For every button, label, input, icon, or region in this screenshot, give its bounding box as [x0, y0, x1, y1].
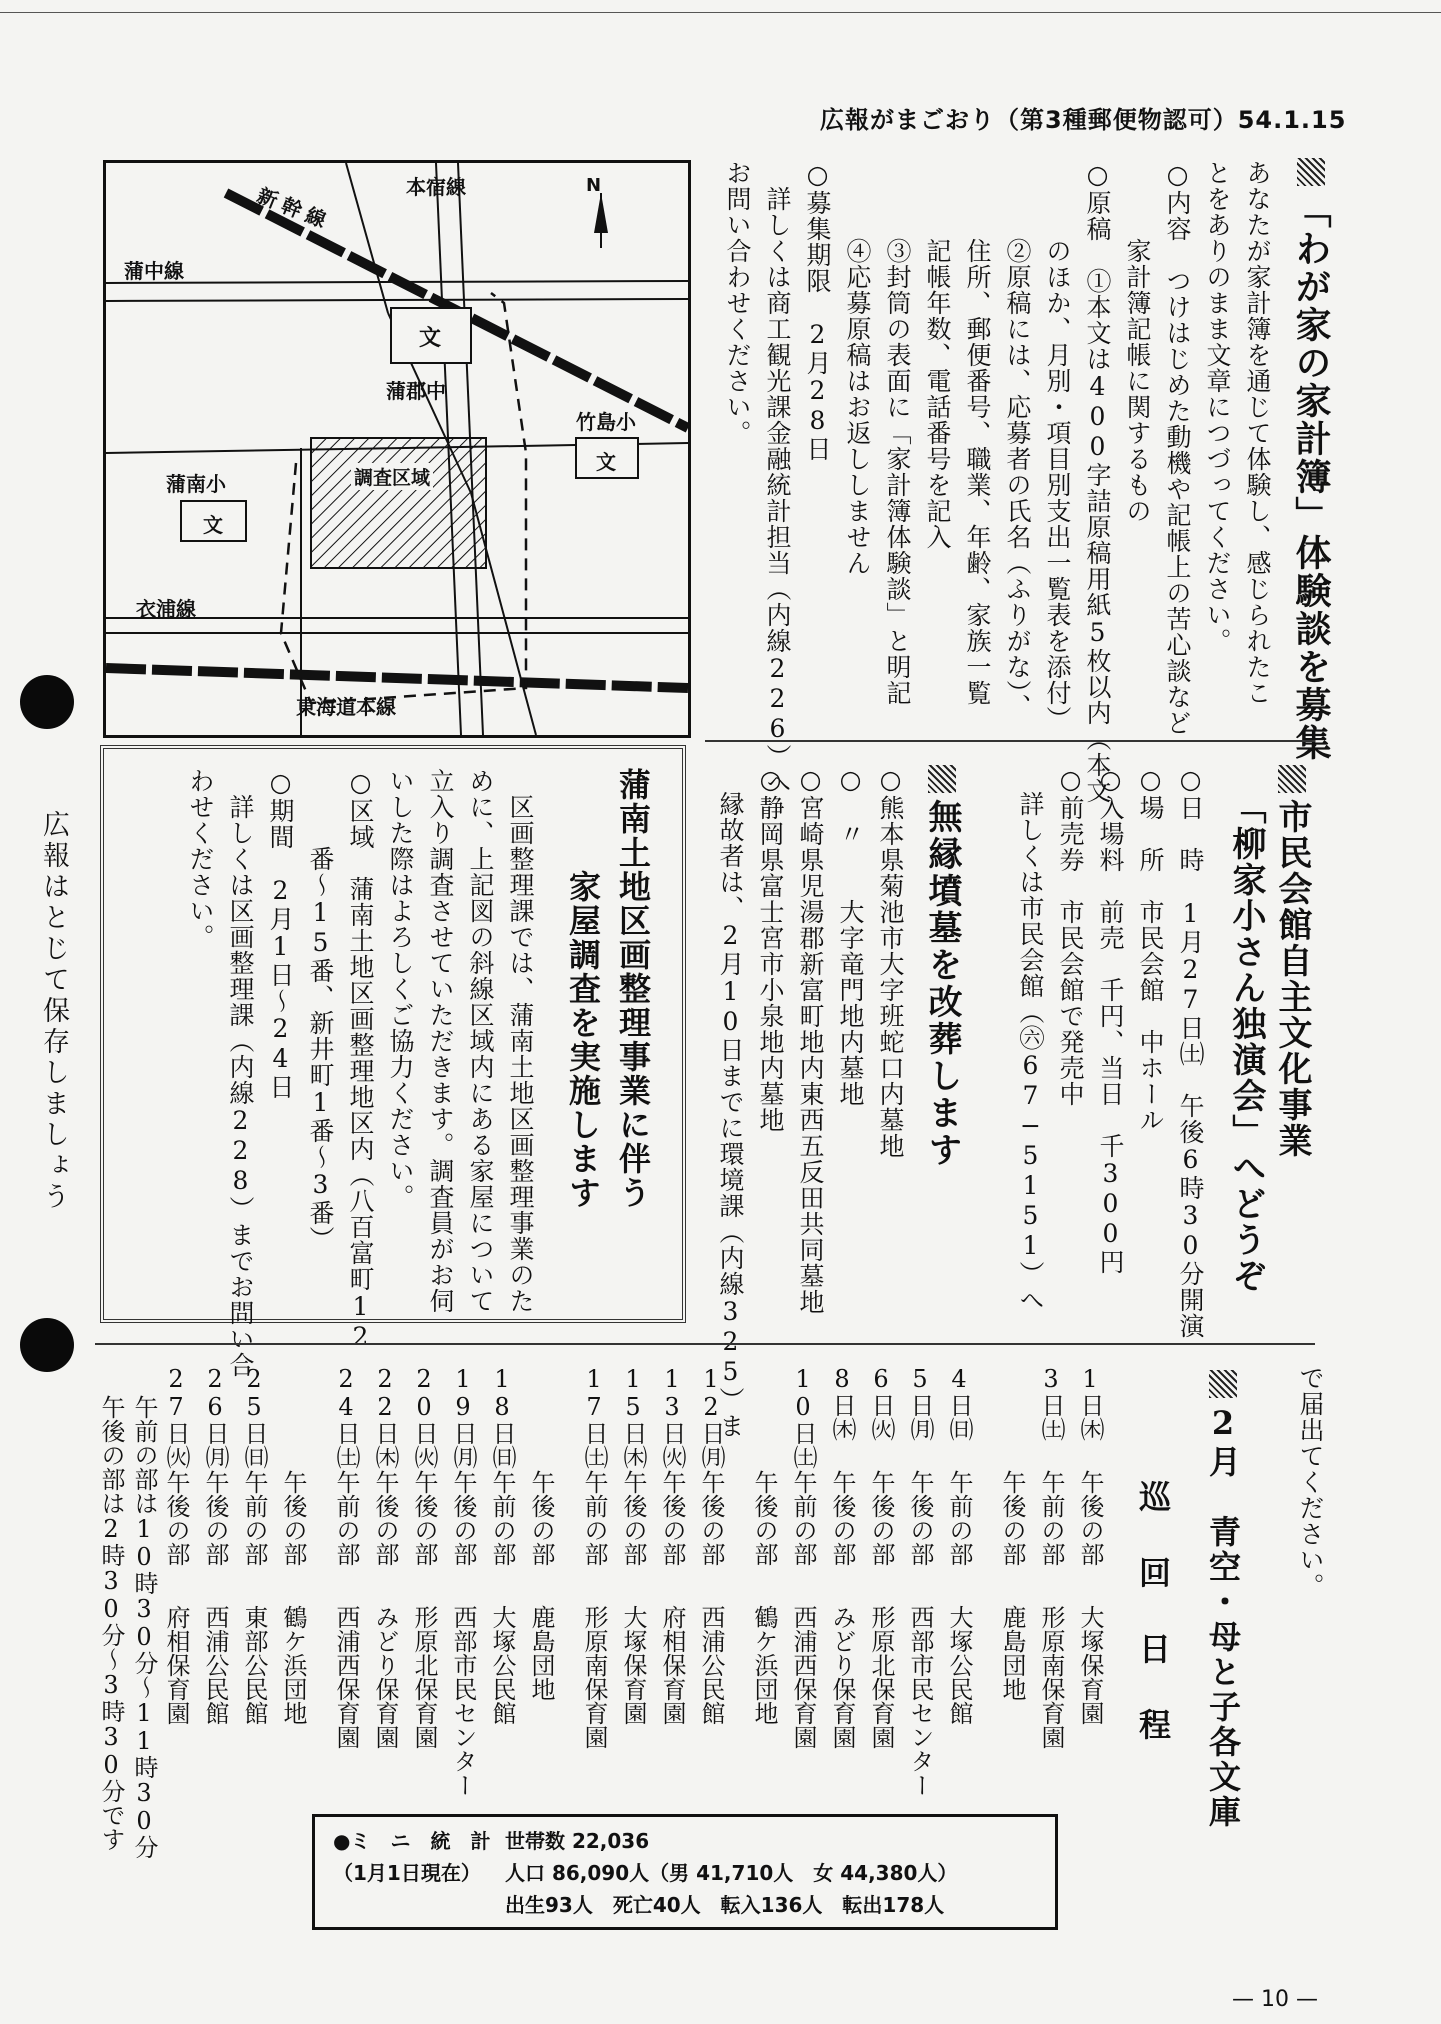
schedule-part: 午後の部	[619, 1470, 647, 1566]
schedule-place: 鶴ケ浜団地	[279, 1605, 307, 1725]
schedule-part: 午後の部	[162, 1470, 190, 1566]
schedule-date: 13日㈫	[658, 1365, 686, 1469]
schedule-place: 形原南保育園	[580, 1605, 608, 1749]
schedule-date: 3日㈯	[1037, 1365, 1065, 1441]
schedule-row	[444, 1365, 483, 1805]
binding-hole-bottom	[20, 1318, 74, 1372]
schedule-date: 5日㈪	[906, 1365, 934, 1441]
kakeibo-line: ○募集期限 2月28日	[803, 160, 832, 462]
mini-stats-movements: 出生93人 死亡40人 転入136人 転出178人	[505, 1893, 945, 1917]
label-koromoura: 衣浦線	[136, 597, 196, 621]
page-number: — 10 —	[1232, 1987, 1318, 2012]
schedule-row	[993, 1365, 1032, 1805]
schedule-date: 6日㈫	[867, 1365, 895, 1441]
gamanan-line: 番〜15番、新井町1番〜3番）	[306, 768, 335, 1252]
north-arrow-head	[594, 193, 608, 233]
kakeibo-line: お問い合わせください。	[723, 160, 752, 446]
school-mark-gamanan: 文	[203, 513, 223, 537]
gamanan-heading1: 蒲南土地区画整理事業に伴う	[614, 768, 652, 1210]
schedule-part: 午後の部	[449, 1470, 477, 1566]
bunka-line: ○前売券 市民会館で発売中	[1056, 765, 1085, 1107]
schedule-part: 午前の部	[1037, 1470, 1065, 1566]
gamanan-line: ○区域 蒲南土地区画整理地区内（八百富町12	[346, 768, 375, 1352]
schedule-row	[327, 1365, 366, 1805]
label-survey-area: 調査区域	[351, 463, 433, 490]
kakeibo-line: ○原稿 ①本文は400字詰原稿用紙5枚以内（本文	[1083, 160, 1112, 804]
side-note: 広報はとじて保存しましょう	[38, 810, 69, 1213]
mini-stats-box	[312, 1814, 1058, 1930]
schedule-row	[614, 1365, 653, 1805]
schedule-date: 19日㈪	[449, 1365, 477, 1469]
school-mark-gamagori: 文	[419, 326, 442, 351]
schedule-date: 12日㈪	[697, 1365, 725, 1469]
schedule-part: 午後の部	[828, 1470, 856, 1566]
schedule-part: 午後の部	[527, 1470, 555, 1566]
divider-lower	[95, 1343, 1315, 1345]
carry-over-text: で届出てください。	[1296, 1365, 1325, 1599]
schedule-date: 22日㈭	[371, 1365, 399, 1469]
schedule-row	[522, 1365, 561, 1805]
hatch-marker-icon	[1209, 1370, 1237, 1398]
road-gamanaka-2	[106, 299, 688, 301]
kakeibo-line: ③封筒の表面に「家計簿体験談」と明記	[883, 160, 912, 706]
schedule-place: 形原北保育園	[867, 1605, 895, 1749]
schedule-row	[575, 1365, 614, 1805]
kakeibo-body	[705, 160, 1277, 804]
schedule-part: 午後の部	[906, 1470, 934, 1566]
label-takeshima-es: 竹島小	[576, 410, 636, 434]
gamanan-line: いした際はよろしくご協力ください。	[386, 768, 415, 1210]
muen-heading	[918, 765, 967, 1205]
schedule-row	[366, 1365, 405, 1805]
bunka-line: ○場 所 市民会館 中ホール	[1136, 765, 1165, 1133]
mini-stats-households: 世帯数 22,036	[505, 1829, 650, 1853]
schedule-row	[653, 1365, 692, 1805]
muen-line: ○ 〃 大字竜門地内墓地	[836, 765, 865, 1107]
tokaido-line	[106, 668, 688, 688]
kakeibo-line: 住所、郵便番号、職業、年齢、家族一覧	[963, 160, 992, 706]
kakeibo-line: 家計簿記帳に関するもの	[1123, 160, 1152, 524]
muen-line: ○熊本県菊池市大字班蛇口内墓地	[876, 765, 905, 1159]
binding-hole-top	[20, 675, 74, 729]
schedule-place: 府相保育園	[162, 1605, 190, 1725]
schedule-row	[940, 1365, 979, 1805]
mini-stats-population: 人口 86,090人（男 41,710人 女 44,380人）	[505, 1861, 958, 1885]
schedule-place: 大塚公民館	[945, 1605, 973, 1725]
schedule-place: 西部市民センター	[906, 1605, 934, 1797]
schedule-part: 午後の部	[697, 1470, 725, 1566]
bunka-body	[1010, 765, 1210, 1339]
kakeibo-line: とをありのまま文章につづってください。	[1203, 160, 1232, 654]
kakeibo-heading	[1286, 158, 1337, 762]
gamanan-body	[140, 768, 540, 1378]
schedule-place: 西浦西保育園	[332, 1605, 360, 1749]
schedule-row	[274, 1365, 313, 1805]
kakeibo-line: ②原稿には、応募者の氏名（ふりがな）、	[1003, 160, 1032, 720]
schedule-date: 10日㈯	[789, 1365, 817, 1469]
kakeibo-line: ○内容 つけはじめた動機や記帳上の苦心談など	[1163, 160, 1192, 736]
schedule-date: 1日㈭	[1076, 1365, 1104, 1441]
schedule-place: 形原北保育園	[410, 1605, 438, 1749]
schedule-place: 西浦西保育園	[789, 1605, 817, 1749]
muen-line: 縁故者は、2月10日までに環境課（内線325）ま	[716, 765, 745, 1439]
schedule-place: 鹿島団地	[998, 1605, 1026, 1701]
schedule-date: 4日㈰	[945, 1365, 973, 1441]
top-border	[0, 12, 1441, 13]
schedule-date: 15日㈭	[619, 1365, 647, 1469]
hatch-marker-icon	[928, 765, 956, 793]
schedule-place: 府相保育園	[658, 1605, 686, 1725]
schedule-date: 18日㈰	[488, 1365, 516, 1469]
schedule-date: 27日㈫	[162, 1365, 190, 1469]
gamanan-line: ○期間 2月1日〜24日	[266, 768, 295, 1100]
schedule-place: みどり保育園	[371, 1605, 399, 1749]
schedule-part: 午後の部	[279, 1470, 307, 1566]
schedule-part: 午後の部	[1076, 1470, 1104, 1566]
schedule-date: 25日㈰	[240, 1365, 268, 1469]
survey-area-hatch	[311, 438, 486, 568]
schedule-part: 午後の部	[998, 1470, 1026, 1566]
schedule-row	[1071, 1365, 1110, 1805]
muen-heading-text: 無縁墳墓を改葬します	[922, 799, 962, 1169]
schedule-part: 午前の部	[945, 1470, 973, 1566]
schedule-part: 午後の部	[750, 1470, 778, 1566]
schedule-part: 午後の部	[658, 1470, 686, 1566]
schedule-place: 大塚保育園	[619, 1605, 647, 1725]
gamanan-line: わせください。	[186, 768, 215, 950]
road-diag-a	[346, 163, 388, 313]
bunka-line: ○日 時 1月27日㈯ 午後6時30分開演	[1176, 765, 1205, 1339]
hatch-marker-icon	[1278, 765, 1306, 793]
schedule-row	[784, 1365, 823, 1805]
divider-upper	[705, 740, 1315, 742]
schedule-date: 20日㈫	[410, 1365, 438, 1469]
schedule-row	[196, 1365, 235, 1805]
schedule-note-am: 午前の部は10時30分〜11時30分	[130, 1395, 158, 1859]
schedule-row	[405, 1365, 444, 1805]
label-honjuku: 本宿線	[406, 175, 466, 199]
muen-line: ○宮崎県児湯郡新富町地内東西五反田共同墓地	[796, 765, 825, 1315]
schedule-row	[901, 1365, 940, 1805]
bunka-heading1	[1268, 765, 1317, 1315]
bunka-line: ○入場料 前売 千円、当日 千300円	[1096, 765, 1125, 1275]
schedule-table	[162, 1365, 1110, 1805]
schedule-part: 午前の部	[488, 1470, 516, 1566]
bunka-line: 詳しくは市民会館（㊅67−5151）へ	[1016, 765, 1045, 1313]
schedule-date: 8日㈭	[828, 1365, 856, 1441]
bunka-heading2: 「柳家小さん独演会」へどうぞ	[1226, 790, 1266, 1294]
schedule-place: 形原南保育園	[1037, 1605, 1065, 1749]
schedule-note-pm: 午後の部は2時30分〜3時30分です	[97, 1395, 125, 1851]
gamanan-line: めに、上記図の斜線区域内にある家屋について	[466, 768, 495, 1314]
schedule-place: 西部市民センター	[449, 1605, 477, 1797]
bunka-heading1-text: 市民会館自主文化事業	[1272, 799, 1312, 1159]
kakeibo-line: あなたが家計簿を通じて体験し、感じられたこ	[1243, 160, 1272, 706]
schedule-part: 午前の部	[332, 1470, 360, 1566]
schedule-place: 鶴ケ浜団地	[750, 1605, 778, 1725]
bunko-subheading: 巡 回 日 程	[1134, 1480, 1172, 1746]
label-gamanaka: 蒲中線	[124, 259, 184, 283]
label-shinkansen: 新幹線	[253, 183, 336, 235]
schedule-part: 午後の部	[410, 1470, 438, 1566]
kakeibo-line: 記帳年数、電話番号を記入	[923, 160, 952, 550]
schedule-place: 東部公民館	[240, 1605, 268, 1725]
schedule-date: 24日㈯	[332, 1365, 360, 1469]
schedule-row	[235, 1365, 274, 1805]
hatch-marker-icon	[1297, 158, 1325, 186]
schedule-date: 17日㈯	[580, 1365, 608, 1469]
schedule-place: 鹿島団地	[527, 1605, 555, 1701]
gamanan-line: 立入り調査させていただきます。調査員がお伺	[426, 768, 455, 1314]
mini-stats-as-of: （1月1日現在）	[333, 1861, 481, 1885]
schedule-place: 西浦公民館	[201, 1605, 229, 1725]
schedule-place: 西浦公民館	[697, 1605, 725, 1725]
schedule-place: 大塚公民館	[488, 1605, 516, 1725]
schedule-place: 大塚保育園	[1076, 1605, 1104, 1725]
schedule-part: 午後の部	[201, 1470, 229, 1566]
muen-line: ○静岡県富士宮市小泉地内墓地	[756, 765, 785, 1133]
schedule-row	[1032, 1365, 1071, 1805]
kakeibo-line: のほか、月別・項目別支出一覧表を添付）	[1043, 160, 1072, 732]
label-tokaido: 東海道本線	[296, 695, 396, 719]
kakeibo-line: 詳しくは商工観光課金融統計担当（内線226）へ	[763, 160, 792, 796]
map-box	[103, 160, 691, 738]
schedule-part: 午前の部	[580, 1470, 608, 1566]
schedule-date: 26日㈪	[201, 1365, 229, 1469]
gamanan-line: 詳しくは区画整理課（内線228）までお問い合	[226, 768, 255, 1378]
schedule-row	[823, 1365, 862, 1805]
schedule-place: みどり保育園	[828, 1605, 856, 1749]
bunko-heading-text: 2月 青空・母と子各文庫	[1204, 1404, 1242, 1830]
schedule-row	[745, 1365, 784, 1805]
schedule-part: 午後の部	[867, 1470, 895, 1566]
header-title: 広報がまごおり（第3種郵便物認可）54.1.15	[820, 106, 1347, 134]
schedule-part: 午前の部	[240, 1470, 268, 1566]
gamanan-line: 区画整理課では、蒲南土地区画整理事業のた	[506, 768, 535, 1314]
label-gamagori-jhs: 蒲郡中	[386, 379, 446, 403]
schedule-row	[862, 1365, 901, 1805]
bunko-heading	[1200, 1370, 1246, 1830]
school-mark-takeshima: 文	[596, 450, 616, 474]
kakeibo-line: ④応募原稿はお返ししません	[843, 160, 872, 576]
kakeibo-heading-text: 「わが家の家計簿」体験談を募集	[1290, 192, 1332, 762]
schedule-row	[483, 1365, 522, 1805]
schedule-part: 午後の部	[371, 1470, 399, 1566]
label-gamanan-es: 蒲南小	[166, 472, 226, 496]
gamanan-heading2: 家屋調査を実施します	[564, 870, 602, 1210]
mini-stats-label: ●ミ ニ 統 計	[333, 1829, 491, 1853]
schedule-part: 午前の部	[789, 1470, 817, 1566]
schedule-row	[692, 1365, 731, 1805]
label-north: N	[586, 175, 602, 196]
